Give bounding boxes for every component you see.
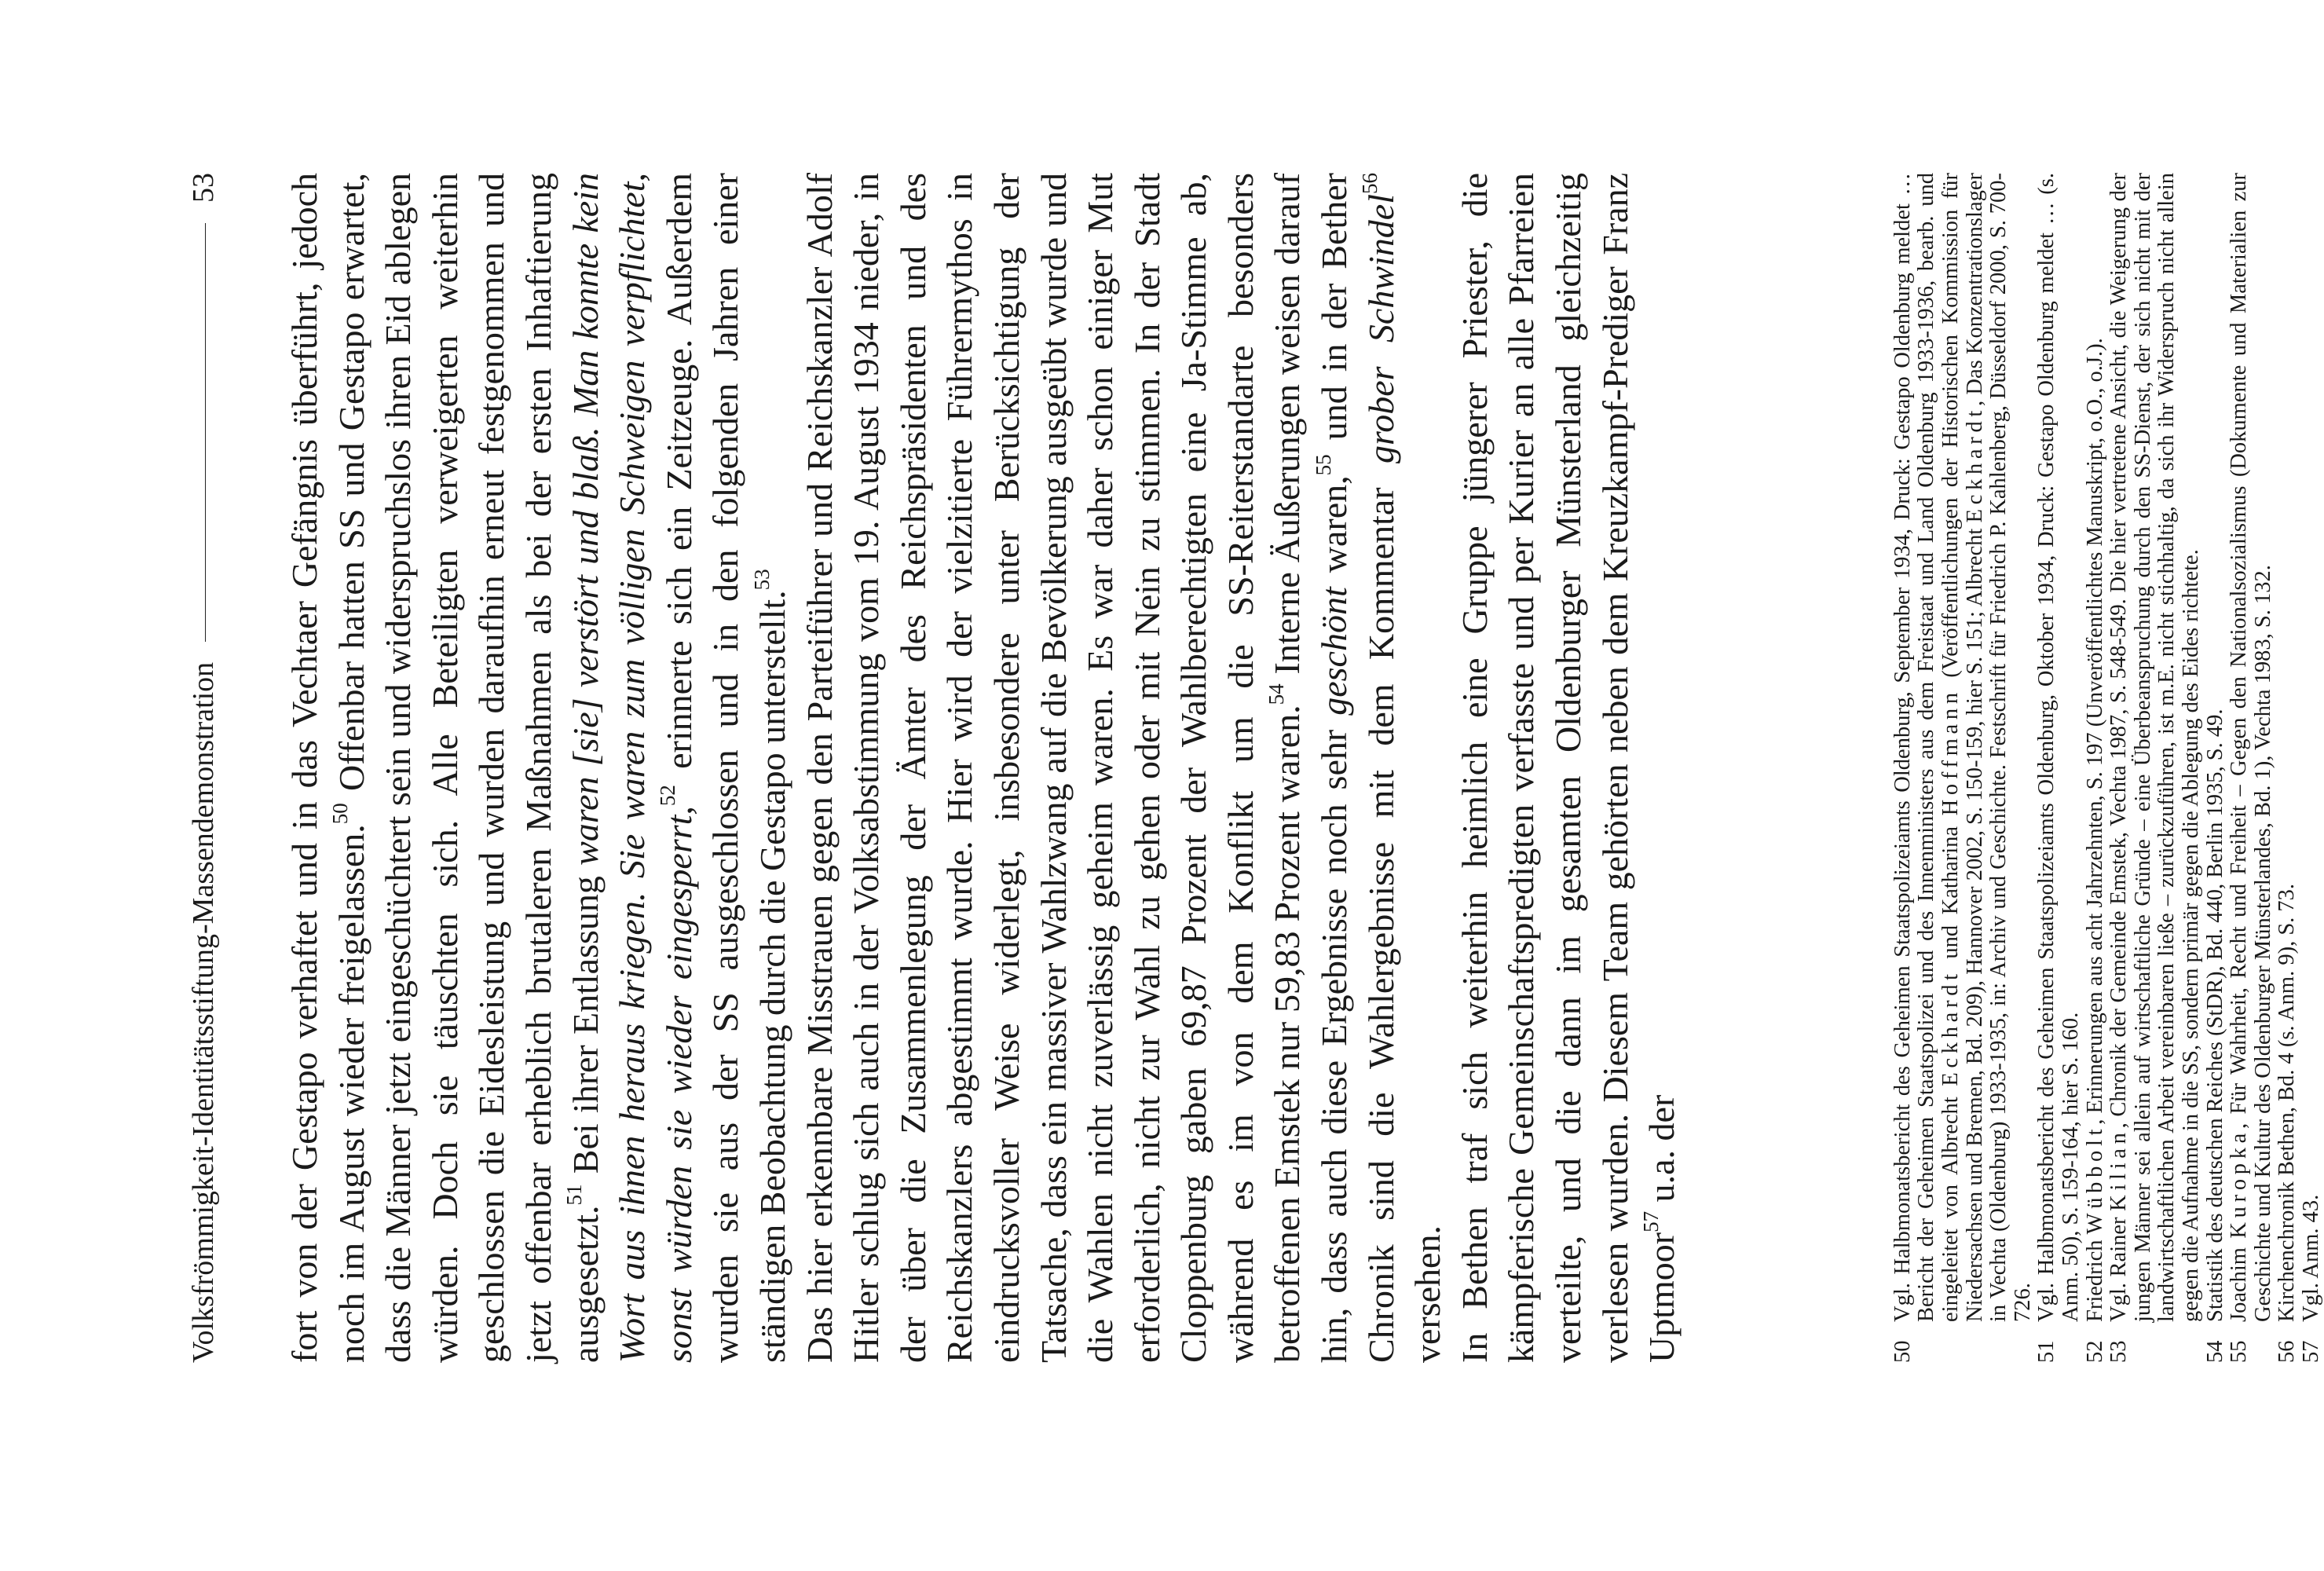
text-run: Das hier erkennbare Misstrauen gegen den Parteiführer und Reichskanzler Adolf Hitler schlug sich auch in der Volksabstimmung vom 19. August 1934 nieder, in der über die Zusammenlegung der Ämter des Reichspräsidenten und des Reichskanzlers abgestimmt wurde. Hier wird der vielzitierte Führermythos in eindrucksvoller Weise widerlegt, insbesondere unter Berücksichtigung der Tatsache, dass ein massiver Wahlzwang auf die Bevölkerung ausgeübt wurde und die Wahlen nicht zuverlässig geheim waren. Es war daher schon einiger Mut erforderlich, nicht zur Wahl zu gehen oder mit Nein zu stimmen. In der Stadt Cloppenburg gaben 69,87 Prozent der Wahlberechtigten eine Ja-Stimme ab, während es im von dem Konflikt um die SS-Reiterstandarte besonders betroffenen Emstek nur 59,83 Prozent waren. — [799, 173, 1308, 1363]
text-run: und in der Bether Chronik sind die Wahlergebnisse mit dem Kommentar — [1314, 173, 1401, 1363]
footnote-text: Vgl. Halbmonatsbericht des Geheimen Staatspolizeiamts Oldenburg, Oktober 1934, Druck: Gestapo Oldenburg meldet … (s. Anm. 50), S. 159-164, hier S. 160. — [2034, 173, 2083, 1322]
footnote-text — [1891, 173, 2036, 1322]
text-run: u.a. der — [1641, 1094, 1682, 1211]
text-run: , Erinnerungen aus acht Jahrzehnten, S. 197 (Unveröffentlichtes Manuskript, o.O., o.J.). — [2082, 338, 2107, 1125]
author-name: Eckhardt — [1938, 969, 1963, 1086]
main-text — [281, 173, 1685, 1363]
text-run: waren, — [1314, 475, 1355, 588]
text-run: Friedrich — [2082, 1234, 2107, 1322]
footnote-50 — [1891, 173, 2036, 1363]
emphasis-italic: geschönt — [1314, 587, 1355, 716]
footnote-ref-51[interactable]: 51 — [562, 1184, 587, 1206]
author-name: Eckhardt — [1962, 405, 1987, 523]
footnote-text — [2107, 173, 2203, 1322]
text-run: , Chronik der Gemeinde Emstek, Vechta 1987, S. 548-549. Die hier vertretene Ansicht, die Weigerung der jungen Männer sei allein auf wirtschaftliche Gründe – eine Überbeanspruchung durch den SS-Dienst, der sich nicht mit der landwirtschaftlichen Arbeit vereinbaren ließe – zurückzuführen, ist m.E. nicht stichhaltig, da sich ihr Widerspruch nicht allein gegen die Aufnahme in die SS, sondern primär gegen die Ablegung des Eides richtete. — [2106, 172, 2203, 1322]
footnote-text: Statistik des deutschen Reiches (StDR), Bd. 440, Berlin 1935, S. 49. — [2202, 709, 2227, 1322]
text-run: Interne Äußerungen weisen darauf hin, dass auch diese Ergebnisse noch sehr — [1267, 173, 1355, 1363]
footnote-ref-53[interactable]: 53 — [749, 569, 774, 591]
footnote-ref-54[interactable]: 54 — [1264, 683, 1289, 705]
footnote-number: 54 — [2202, 1340, 2227, 1363]
quotation-italic: grober Schwindel — [1360, 194, 1401, 463]
footnote-number: 55 — [2227, 1340, 2252, 1363]
running-title: Volksfrömmigkeit-Identitätsstiftung-Massendemonstration — [187, 661, 220, 1363]
footnote-number: 57 — [2298, 1340, 2323, 1363]
quotation-italic: waren [sie] verstört und blaß. Man konnte kein Wort aus ihnen heraus kriegen. Sie waren zum völligen Schweigen verpflichtet, sonst würden sie wieder eingesperrt, — [565, 173, 699, 1363]
text-run: Vgl. Halbmonatsbericht des Geheimen Staatspolizeiamts Oldenburg, September 1934, Druck: Gestapo Oldenburg meldet … Bericht der Geheimen Staatspolizei und des Innenministers aus dem Freistaat und Land Oldenburg 1933-1936, bearb. und eingeleitet von Albrecht — [1890, 173, 1963, 1322]
text-run: Joachim — [2227, 1238, 2252, 1322]
text-run: versehen. — [1407, 1225, 1448, 1363]
footnote-52 — [2084, 173, 2108, 1363]
paragraph-2 — [796, 173, 1451, 1363]
paragraph-1 — [281, 173, 796, 1363]
footnote-number: 52 — [2082, 1340, 2107, 1363]
footnote-number: 56 — [2275, 1340, 2300, 1363]
header-rule — [205, 223, 206, 642]
paragraph-3 — [1451, 173, 1685, 1363]
footnote-51 — [2035, 173, 2083, 1363]
text-run: fort von der Gestapo verhaftet und in das Vechtaer Gefängnis überführt, jedoch noch im August wieder freigelassen. — [284, 173, 371, 1363]
text-run: , Das Konzentrationslager in Vechta (Oldenburg) 1933-1935, in: Archiv und Geschichte. Festschrift für Friedrich P. Kahlenberg, Düsseldorf 2000, S. 700-726. — [1962, 173, 2035, 1322]
text-run: Bei ihrer Entlassung — [565, 865, 606, 1185]
book-page — [181, 173, 2324, 1363]
footnote-ref-56[interactable]: 56 — [1358, 173, 1382, 194]
text-run: (Veröffentlichungen der Historischen Kommission für Niedersachsen und Bremen, Bd. 209), Hannover 2002, S. 150-159, hier S. 151; Albrecht — [1938, 172, 1987, 1322]
footnote-text — [2227, 173, 2275, 1322]
footnote-number: 51 — [2034, 1340, 2059, 1363]
footnote-55 — [2227, 173, 2275, 1363]
page-number: 53 — [187, 173, 220, 203]
footnote-ref-57[interactable]: 57 — [1638, 1210, 1663, 1232]
text-run: Offenbar hatten SS und Gestapo erwartet, dass die Männer jetzt eingeschüchtert sein und widerspruchslos ihren Eid ablegen würden. Doch sie täuschten sich. Alle Beteiligten verweigerten weiterhin geschlossen die Eidesleistung und wurden daraufhin erneut festgenommen und jetzt offenbar erheblich brutaleren Maßnahmen als bei der ersten Inhaftierung ausgesetzt. — [331, 173, 606, 1363]
text-run: , Für Wahrheit, Recht und Freiheit – Gegen den Nationalsozialismus (Dokumente und Materialien zur Geschichte und Kultur des Oldenburger Münsterlandes, Bd. 1), Vechta 1983, S. 132. — [2227, 172, 2275, 1322]
footnote-text: Kirchenchronik Bethen, Bd. 4 (s. Anm. 9), S. 73. — [2275, 883, 2300, 1322]
footnote-ref-55[interactable]: 55 — [1311, 454, 1335, 476]
footnote-ref-52[interactable]: 52 — [656, 785, 680, 807]
author-name: Wübbolt — [2082, 1124, 2107, 1235]
author-name: Kilian — [2106, 1128, 2132, 1211]
text-run: erinnerte sich ein Zeitzeuge. Außerdem wurden sie aus der SS ausgeschlossen und in den folgenden Jahren einer ständigen Beobachtung durch die Gestapo unterstellt. — [658, 172, 792, 1363]
footnote-56 — [2275, 173, 2300, 1363]
text-run: In Bethen traf sich weiterhin heimlich eine Gruppe jüngerer Priester, die kämpferische Gemeinschaftspredigten verfasste und per Kurier an alle Pfarreien verteilte, und die dann im gesamten Oldenburger Münsterland gleichzeitig verlesen wurden. Diesem Team gehörten neben dem Kreuzkampf-Prediger Franz Uptmoor — [1454, 173, 1682, 1363]
running-header — [181, 173, 226, 1363]
footnote-number: 50 — [1890, 1340, 1915, 1363]
text-run: und Katharina — [1938, 815, 1963, 970]
footnotes — [1891, 173, 2324, 1363]
footnote-54 — [2204, 173, 2228, 1363]
footnote-text: Vgl. Anm. 43. — [2298, 1194, 2323, 1322]
footnote-text — [2084, 173, 2108, 1322]
footnote-ref-50[interactable]: 50 — [328, 803, 353, 825]
footnote-number: 53 — [2106, 1340, 2132, 1363]
author-name: Hoffmann — [1938, 688, 1963, 816]
text-run: Vgl. Rainer — [2106, 1210, 2132, 1322]
footnote-53 — [2107, 173, 2203, 1363]
author-name: Kuropka — [2227, 1128, 2252, 1239]
footnote-57 — [2300, 173, 2324, 1363]
